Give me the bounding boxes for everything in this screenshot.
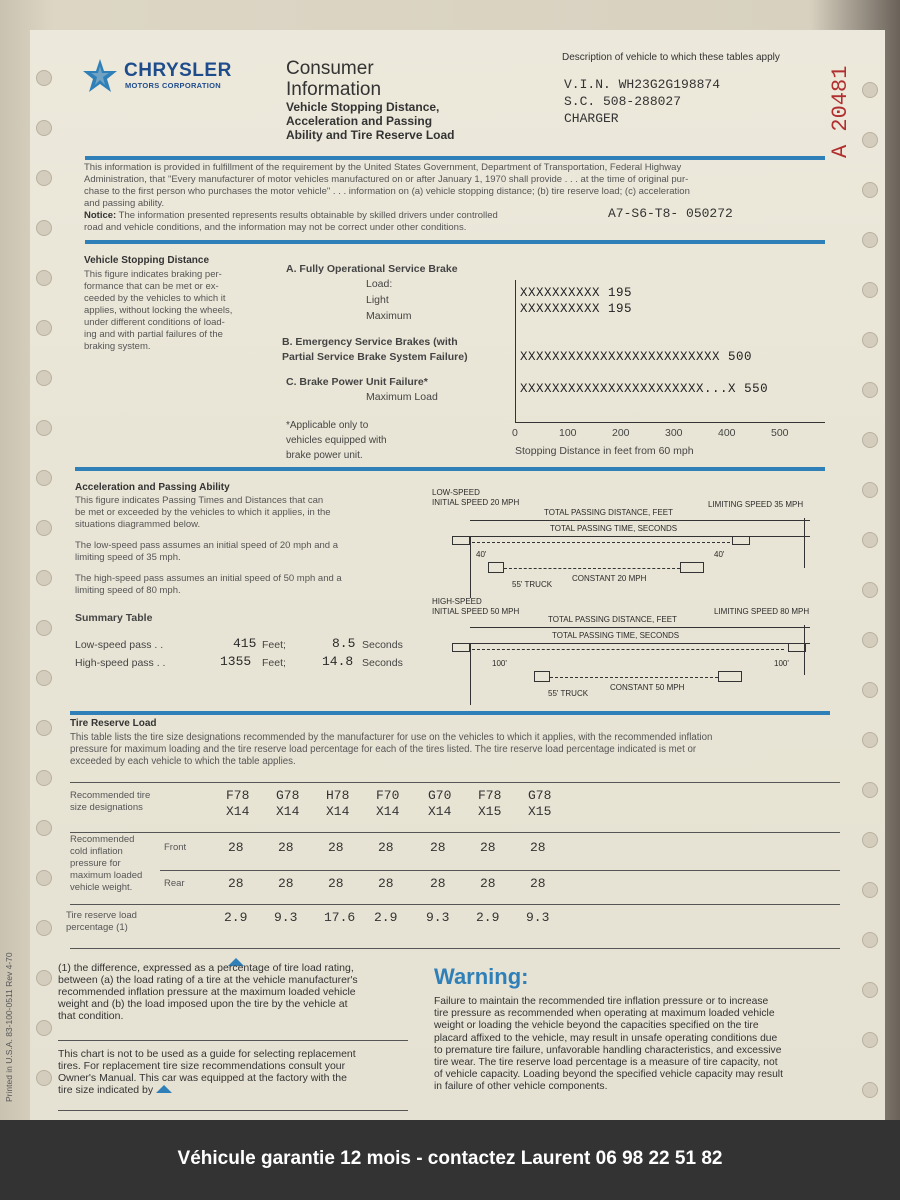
footer-rule-2 <box>58 1110 408 1111</box>
tire-size-cell: F78 <box>478 788 502 803</box>
front-pressure-cell: 28 <box>328 840 344 855</box>
replacement-guide <box>58 1048 410 1096</box>
high-diagram-title <box>432 597 519 617</box>
warning-line: in failure of other vehicle components. <box>434 1081 608 1093</box>
guide-line: This chart is not to be used as a guide for selecting replacement <box>58 1048 356 1060</box>
notice-label: Notice: <box>84 210 117 221</box>
pinfeed-hole <box>862 1032 878 1048</box>
consumer-information-sheet <box>4 30 885 1120</box>
high-feet-label: Feet; <box>262 657 286 669</box>
photo-caption: Véhicule garantie 12 mois - contactez Laurent 06 98 22 51 82 <box>0 1120 900 1200</box>
inflation-label-line: Recommended <box>70 834 135 845</box>
rear-pressure-cell: 28 <box>530 876 546 891</box>
form-stamp-number: A 20481 <box>828 65 853 158</box>
tire-size-cell: X15 <box>478 804 502 819</box>
low-gap-left: 40' <box>476 550 487 559</box>
pinfeed-hole <box>862 182 878 198</box>
tire-size-cell: X14 <box>276 804 300 819</box>
reserve-percentage-cell: 2.9 <box>476 910 500 925</box>
warning-text <box>434 996 854 1094</box>
tire-size-cell: G78 <box>528 788 552 803</box>
pinfeed-hole <box>36 170 52 186</box>
stopping-description <box>84 269 264 353</box>
subtitle-line-1: Vehicle Stopping Distance, <box>286 100 440 114</box>
high-pass-seconds: 14.8 <box>322 654 354 669</box>
tire-size-cell: F78 <box>226 788 250 803</box>
vin: V.I.N. WH23G2G198874 <box>564 77 721 92</box>
pinfeed-hole <box>862 632 878 648</box>
table-rule-1 <box>70 832 840 833</box>
sc-number: S.C. 508-288027 <box>564 94 682 109</box>
low-start-marker <box>470 536 471 598</box>
intro-line: This information is provided in fulfillment of the requirement by the United States Government, Department of Transportation, Federal Highway <box>84 162 682 173</box>
bar-value: 500 <box>728 350 753 364</box>
tire-desc-line: pressure for maximum loading and the tire reserve load percentage for each of the tires listed. The tire reserve load percentage indicated is met or <box>70 744 697 755</box>
high-truck-start <box>534 671 550 682</box>
rear-pressure-cell: 28 <box>228 876 244 891</box>
low-gap-right: 40' <box>714 550 725 559</box>
page-title <box>286 58 381 100</box>
high-start-marker <box>470 643 471 705</box>
high-seconds-label: Seconds <box>362 657 403 669</box>
high-truck-end <box>718 671 742 682</box>
low-feet-label: Feet; <box>262 639 286 651</box>
low-constant-speed: CONSTANT 20 MPH <box>572 574 647 583</box>
low-seconds-label: Seconds <box>362 639 403 651</box>
low-truck-start <box>488 562 504 573</box>
tire-size-label-line: Recommended tire <box>70 790 151 801</box>
guide-line: tire size indicated by <box>58 1084 154 1096</box>
high-distance-line <box>470 627 810 628</box>
pinfeed-hole <box>862 432 878 448</box>
rear-pressure-cell: 28 <box>328 876 344 891</box>
inflation-label-line: pressure for <box>70 858 121 869</box>
low-passing-car-end <box>732 536 750 545</box>
low-total-time: TOTAL PASSING TIME, SECONDS <box>550 524 678 533</box>
tire-size-cell: X14 <box>428 804 452 819</box>
high-truck-label: 55' TRUCK <box>548 689 589 698</box>
option-code: A7-S6-T8- 050272 <box>608 206 733 221</box>
high-limiting-speed: LIMITING SPEED 80 MPH <box>714 607 810 616</box>
low-total-distance: TOTAL PASSING DISTANCE, FEET <box>544 508 673 517</box>
notice <box>84 210 624 234</box>
stopping-heading: Vehicle Stopping Distance <box>84 255 210 266</box>
reserve-percentage-cell: 2.9 <box>224 910 248 925</box>
low-diagram-title <box>432 488 519 508</box>
load-label: Load: <box>366 278 393 290</box>
footnote-line: (1) the difference, expressed as a percentage of tire load rating, <box>58 962 354 974</box>
pinfeed-hole <box>862 1082 878 1098</box>
inflation-label <box>70 834 142 894</box>
maximum-label: Maximum <box>366 310 412 322</box>
high-truck-path <box>550 677 718 678</box>
pinfeed-hole <box>862 882 878 898</box>
pinfeed-hole <box>36 820 52 836</box>
title-line-2: Information <box>286 79 382 100</box>
warning-line: Failure to maintain the recommended tire inflation pressure or to increase <box>434 996 769 1007</box>
pinfeed-hole <box>36 720 52 736</box>
pinfeed-hole <box>862 682 878 698</box>
warning-line: weight or loading the vehicle beyond the capacities specified on the tire <box>434 1020 759 1032</box>
front-label: Front <box>164 842 187 853</box>
pinfeed-hole <box>36 220 52 236</box>
tire-size-cell: X14 <box>376 804 400 819</box>
pinfeed-hole <box>862 332 878 348</box>
low-limiting-speed: LIMITING SPEED 35 MPH <box>708 500 804 509</box>
stopping-axis-label: Stopping Distance in feet from 60 mph <box>515 445 694 457</box>
bar-marks: XXXXXXXXXX <box>520 286 601 300</box>
stopping-footnote-line: *Applicable only to <box>286 420 369 431</box>
reserve-label-line: Tire reserve load <box>66 910 137 921</box>
diagram-title-line: HIGH-SPEED <box>432 597 482 606</box>
high-pass-feet: 1355 <box>220 654 252 669</box>
pinfeed-hole <box>36 620 52 636</box>
tire-size-cell: X15 <box>528 804 552 819</box>
low-truck-path <box>504 568 680 569</box>
accel-desc-line: be met or exceeded by the vehicles to which it applies, in the <box>75 507 331 518</box>
power-unit-sublabel: Maximum Load <box>366 391 438 403</box>
guide-line: tires. For replacement tire size recommendations consult your <box>58 1060 346 1072</box>
pinfeed-hole <box>862 382 878 398</box>
stopping-tick-label: 100 <box>559 427 577 439</box>
chrysler-logo <box>82 58 118 99</box>
pinfeed-hole <box>36 470 52 486</box>
bar-marks: XXXXXXXXXXXXXXXXXXXXXXX...X <box>520 382 737 396</box>
notice-line: road and vehicle conditions, and the information may not be correct under other conditions. <box>84 222 467 233</box>
high-end-marker <box>804 625 805 675</box>
tire-size-label <box>70 790 150 814</box>
pinfeed-hole <box>862 582 878 598</box>
tire-size-cell: G78 <box>276 788 300 803</box>
pinfeed-hole <box>862 132 878 148</box>
reserve-label <box>66 910 137 934</box>
pinfeed-hole <box>36 920 52 936</box>
warning-line: to premature tire failure, unfavorable handling characteristics, and excessive <box>434 1044 782 1056</box>
high-total-time: TOTAL PASSING TIME, SECONDS <box>552 631 680 640</box>
stopping-desc-line: applies, without locking the wheels, <box>84 305 233 316</box>
intro-line: Administration, that "Every manufacturer of motor vehicles manufactured on or after January 1, 1970 shall provide . . . at the time of original pur- <box>84 174 689 185</box>
emergency-label-line: Partial Service Brake System Failure) <box>282 351 468 363</box>
bar-marks: XXXXXXXXXX <box>520 302 601 316</box>
stopping-desc-line: ing and with partial failures of the <box>84 329 223 340</box>
tire-desc-line: This table lists the tire size designations recommended by the manufacturer for use on the vehicles to which it applies, with the recommended inflation <box>70 732 713 743</box>
pinfeed-hole <box>36 370 52 386</box>
high-passing-car-start <box>452 643 470 652</box>
footer-rule-1 <box>58 1040 408 1041</box>
stopping-tick-label: 300 <box>665 427 683 439</box>
tire-size-cell: G70 <box>428 788 452 803</box>
title-line-1: Consumer <box>286 58 374 79</box>
rear-label: Rear <box>164 878 185 889</box>
pinfeed-hole <box>862 932 878 948</box>
stopping-rule <box>85 240 825 244</box>
pinfeed-hole <box>36 1070 52 1086</box>
tire-size-cell: X14 <box>326 804 350 819</box>
summary-table-label: Summary Table <box>75 612 153 624</box>
low-pass-seconds: 8.5 <box>332 636 356 651</box>
high-pass-label: High-speed pass . . <box>75 657 166 669</box>
service-brake-label: A. Fully Operational Service Brake <box>286 263 458 275</box>
pentastar-icon <box>82 58 118 94</box>
stopping-tick-label: 0 <box>512 427 518 439</box>
stopping-tick-label: 500 <box>771 427 789 439</box>
emergency-brake-label <box>282 335 468 365</box>
warning-title: Warning: <box>434 964 529 989</box>
footnote-1 <box>58 962 408 1022</box>
table-rule-top <box>70 782 840 783</box>
print-info: Printed in U.S.A. 83-100-0511 Rev 4-70 <box>4 952 14 1102</box>
stopping-tick-label: 400 <box>718 427 736 439</box>
high-gap-right: 100' <box>774 659 789 668</box>
stopping-footnote-line: vehicles equipped with <box>286 435 387 446</box>
stopping-bar-light <box>520 286 632 300</box>
rear-pressure-cell: 28 <box>278 876 294 891</box>
diagram-title-line: INITIAL SPEED 20 MPH <box>432 498 520 507</box>
front-pressure-cell: 28 <box>530 840 546 855</box>
tire-indicator-icon <box>228 953 244 961</box>
emergency-label-line: B. Emergency Service Brakes (with <box>282 336 458 348</box>
reserve-percentage-cell: 17.6 <box>324 910 356 925</box>
pinfeed-hole <box>862 732 878 748</box>
low-pass-path <box>472 542 730 543</box>
low-desc-line: limiting speed of 35 mph. <box>75 552 181 563</box>
reserve-label-line: percentage (1) <box>66 922 128 933</box>
tire-heading: Tire Reserve Load <box>70 718 157 729</box>
stopping-bar-emergency <box>520 350 752 364</box>
pinfeed-hole <box>36 520 52 536</box>
bar-value: 195 <box>608 302 633 316</box>
vehicle-description-label: Description of vehicle to which these tables apply <box>562 52 780 63</box>
pinfeed-hole <box>36 320 52 336</box>
low-pass-label: Low-speed pass . . <box>75 639 164 651</box>
intro-paragraph <box>84 162 844 210</box>
warning-line: placard affixed to the vehicle, may result in unsafe operating conditions due <box>434 1032 778 1044</box>
high-time-line <box>470 643 810 644</box>
low-time-line <box>470 536 810 537</box>
tire-size-label-line: size designations <box>70 802 143 813</box>
table-rule-2 <box>160 870 840 871</box>
pinfeed-hole <box>36 870 52 886</box>
accel-desc-line: This figure indicates Passing Times and Distances that can <box>75 495 324 506</box>
stopping-bar-maximum <box>520 302 632 316</box>
low-truck-end <box>680 562 704 573</box>
tire-size-cell: F70 <box>376 788 400 803</box>
pinfeed-hole <box>36 770 52 786</box>
diagram-title-line: INITIAL SPEED 50 MPH <box>432 607 520 616</box>
pinfeed-hole <box>36 970 52 986</box>
low-end-marker <box>804 518 805 568</box>
accel-rule <box>75 467 825 471</box>
reserve-percentage-cell: 2.9 <box>374 910 398 925</box>
light-label: Light <box>366 294 389 306</box>
footnote-line: weight and (b) the load imposed upon the tire by the vehicle at <box>58 998 348 1010</box>
intro-line: and passing ability. <box>84 198 165 209</box>
pinfeed-hole <box>36 70 52 86</box>
inflation-label-line: vehicle weight. <box>70 882 133 893</box>
pinfeed-hole <box>862 532 878 548</box>
front-pressure-cell: 28 <box>480 840 496 855</box>
vehicle-description <box>564 76 720 127</box>
pinfeed-hole <box>36 420 52 436</box>
pinfeed-hole <box>862 232 878 248</box>
pinfeed-hole <box>36 270 52 286</box>
stopping-desc-line: braking system. <box>84 341 151 352</box>
front-pressure-cell: 28 <box>228 840 244 855</box>
page-subtitle <box>286 100 455 142</box>
stopping-footnote-line: brake power unit. <box>286 450 363 461</box>
brand-subtitle: MOTORS CORPORATION <box>125 81 221 90</box>
footnote-line: that condition. <box>58 1010 124 1022</box>
low-passing-car-start <box>452 536 470 545</box>
low-distance-line <box>470 520 810 521</box>
high-speed-description <box>75 573 415 597</box>
diagram-title-line: LOW-SPEED <box>432 488 480 497</box>
high-pass-path <box>472 649 784 650</box>
stopping-bar-power-unit <box>520 382 768 396</box>
subtitle-line-2: Acceleration and Passing <box>286 114 433 128</box>
pinfeed-hole <box>862 782 878 798</box>
stopping-desc-line: ceeded by the vehicles to which it <box>84 293 226 304</box>
low-speed-description <box>75 540 415 564</box>
tire-desc-line: exceeded by each vehicle to which the table applies. <box>70 756 296 767</box>
stopping-tick-label: 200 <box>612 427 630 439</box>
power-unit-label: C. Brake Power Unit Failure* <box>286 376 428 388</box>
low-pass-feet: 415 <box>233 636 257 651</box>
pinfeed-hole <box>862 982 878 998</box>
high-speed-diagram <box>432 597 842 707</box>
low-desc-line: The low-speed pass assumes an initial speed of 20 mph and a <box>75 540 338 551</box>
reserve-percentage-cell: 9.3 <box>274 910 298 925</box>
stopping-chart-x-axis <box>515 422 825 423</box>
notice-line: The information presented represents results obtainable by skilled drivers under controlled <box>118 210 498 221</box>
stopping-chart-y-axis <box>515 280 516 422</box>
footnote-line: recommended inflation pressure at the maximum loaded vehicle <box>58 986 356 998</box>
warning-line: tire pressure as recommended when operating at maximum loaded vehicle <box>434 1008 775 1020</box>
intro-line: chase to the first person who purchases the motor vehicle" . . . information on (a) vehicle stopping distance; (b) tire reserve load; (c) acceleration <box>84 186 690 197</box>
front-pressure-cell: 28 <box>430 840 446 855</box>
table-rule-bottom <box>70 948 840 949</box>
tire-rule <box>70 711 830 715</box>
pinfeed-hole <box>862 482 878 498</box>
accel-description <box>75 495 415 531</box>
high-total-distance: TOTAL PASSING DISTANCE, FEET <box>548 615 677 624</box>
reserve-percentage-cell: 9.3 <box>526 910 550 925</box>
rear-pressure-cell: 28 <box>480 876 496 891</box>
stopping-desc-line: This figure indicates braking per- <box>84 269 222 280</box>
high-constant-speed: CONSTANT 50 MPH <box>610 683 685 692</box>
tire-size-cell: H78 <box>326 788 350 803</box>
header-rule <box>85 156 825 160</box>
accel-desc-line: situations diagrammed below. <box>75 519 201 530</box>
rear-pressure-cell: 28 <box>378 876 394 891</box>
warning-line: of vehicle capacity. Loading beyond the specified vehicle capacity may result <box>434 1069 783 1081</box>
inflation-label-line: cold inflation <box>70 846 123 857</box>
front-pressure-cell: 28 <box>378 840 394 855</box>
front-pressure-cell: 28 <box>278 840 294 855</box>
pinfeed-hole <box>862 82 878 98</box>
warning-line: tire wear. The tire reserve load percentage is a measure of tire capacity, not <box>434 1057 778 1069</box>
tire-size-cell: X14 <box>226 804 250 819</box>
pinfeed-hole <box>36 570 52 586</box>
pinfeed-hole <box>862 282 878 298</box>
low-speed-diagram <box>432 488 842 598</box>
pinfeed-hole <box>862 832 878 848</box>
low-truck-label: 55' TRUCK <box>512 580 553 589</box>
bar-value: 550 <box>744 382 769 396</box>
stopping-desc-line: formance that can be met or ex- <box>84 281 219 292</box>
pinfeed-hole <box>36 1020 52 1036</box>
brand-name: CHRYSLER <box>124 60 232 81</box>
accel-heading: Acceleration and Passing Ability <box>75 482 230 493</box>
model-name: CHARGER <box>564 111 619 126</box>
tire-description <box>70 732 860 768</box>
rear-pressure-cell: 28 <box>430 876 446 891</box>
bar-value: 195 <box>608 286 633 300</box>
reserve-percentage-cell: 9.3 <box>426 910 450 925</box>
stopping-footnote <box>286 418 387 463</box>
bar-marks: XXXXXXXXXXXXXXXXXXXXXXXXX <box>520 350 721 364</box>
high-desc-line: limiting speed of 80 mph. <box>75 585 181 596</box>
pinfeed-hole <box>36 120 52 136</box>
table-rule-3 <box>70 904 840 905</box>
inflation-label-line: maximum loaded <box>70 870 143 881</box>
high-gap-left: 100' <box>492 659 507 668</box>
guide-line: Owner's Manual. This car was equipped at the factory with the <box>58 1072 347 1084</box>
high-desc-line: The high-speed pass assumes an initial speed of 50 mph and a <box>75 573 342 584</box>
tire-indicator-icon <box>156 1085 172 1093</box>
subtitle-line-3: Ability and Tire Reserve Load <box>286 128 455 142</box>
footnote-line: between (a) the load rating of a tire at the vehicle manufacturer's <box>58 974 358 986</box>
pinfeed-hole <box>36 670 52 686</box>
stopping-desc-line: under different conditions of load- <box>84 317 225 328</box>
